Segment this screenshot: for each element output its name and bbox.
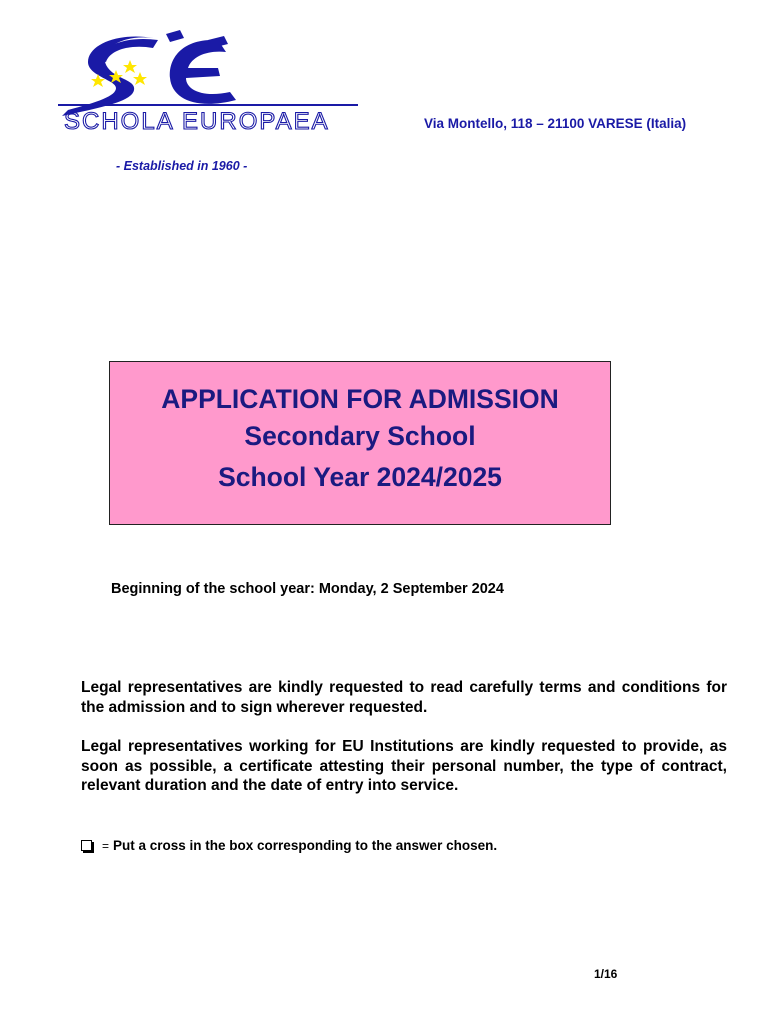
school-year: School Year 2024/2025 bbox=[218, 462, 502, 492]
established-year: - Established in 1960 - bbox=[116, 159, 248, 173]
title-box bbox=[109, 361, 611, 525]
checkbox-icon bbox=[81, 840, 92, 851]
logo-hand-top bbox=[166, 30, 184, 42]
instruction-paragraph: Legal representatives working for EU Institutions are kindly requested to provide, as soon as possible, a certificate attesting their personal number, the type of contract, relevant duration and the date of entry into service. bbox=[81, 738, 727, 794]
school-level: Secondary School bbox=[244, 421, 476, 451]
page-number: 1/16 bbox=[594, 967, 618, 981]
legend-equals: = bbox=[102, 838, 110, 853]
logo-e-shape bbox=[170, 40, 236, 104]
instruction-paragraph: Legal representatives are kindly requested to read carefully terms and conditions for the admission and to sign wherever requested. bbox=[81, 679, 727, 716]
school-address: Via Montello, 118 – 21100 VARESE (Italia) bbox=[424, 116, 687, 131]
checkbox-legend bbox=[81, 838, 497, 853]
document-title: APPLICATION FOR ADMISSION bbox=[161, 384, 559, 414]
school-year-start: Beginning of the school year: Monday, 2 September 2024 bbox=[111, 581, 504, 597]
logo-text: SCHOLA EUROPAEA bbox=[64, 108, 330, 135]
legend-text: Put a cross in the box corresponding to the answer chosen. bbox=[113, 838, 498, 853]
schola-europaea-logo bbox=[58, 30, 373, 135]
